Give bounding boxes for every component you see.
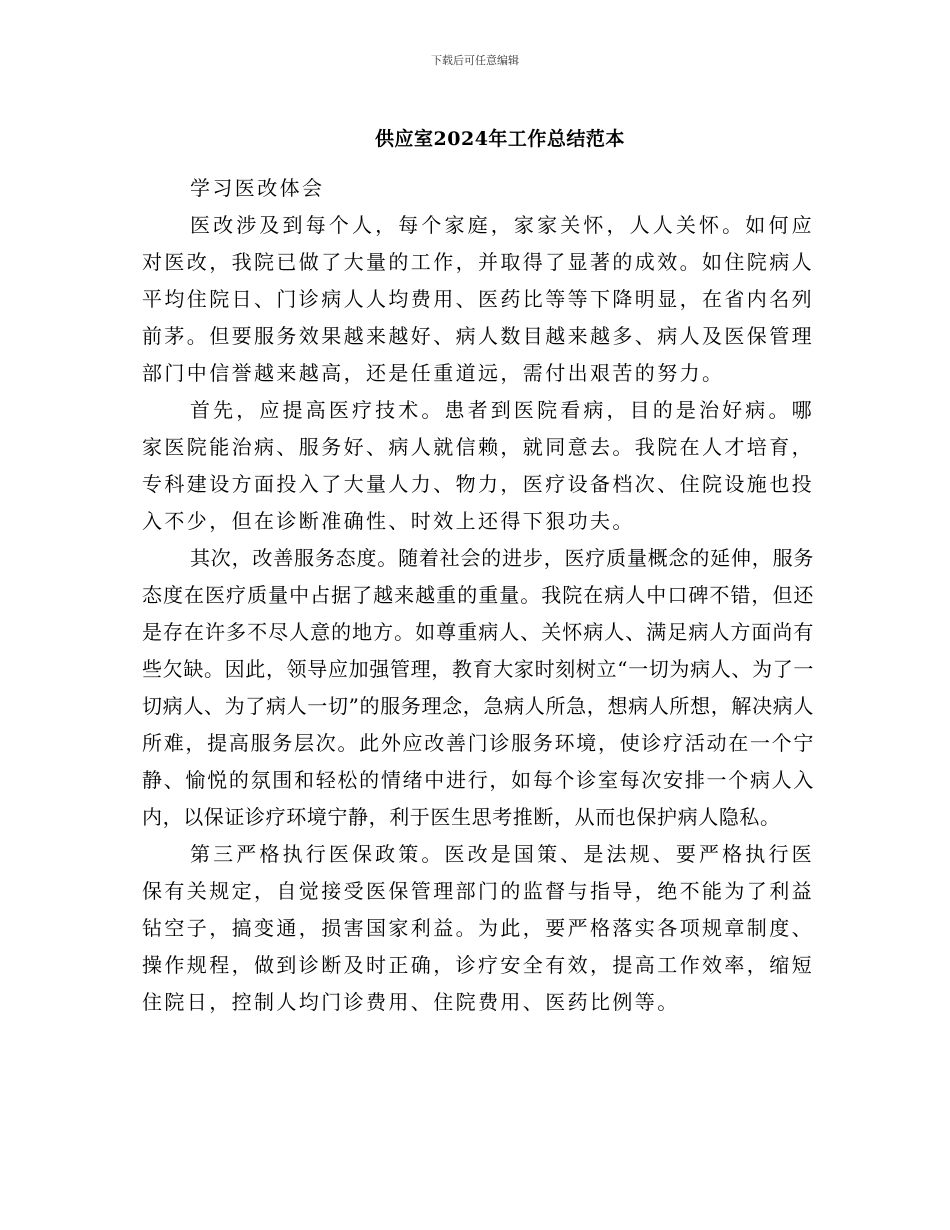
section-heading: 学习医改体会 <box>190 176 325 200</box>
paragraph-4: 第三严格执行医保政策。医改是国策、是法规、要严格执行医保有关规定，自觉接受医保管理部门的监督与指导，绝不能为了利益钻空子，搞变通，损害国家利益。为此，要严格落实各项规章制度、操作规程，做到诊断及时正确，诊疗安全有效，提高工作效率，缩短住院日，控制人均门诊费用、住院费用、医药比例等。 <box>142 842 814 1014</box>
paragraph-3: 其次，改善服务态度。随着社会的进步，医疗质量概念的延伸，服务态度在医疗质量中占据了越来越重的重量。我院在病人中口碑不错，但还是存在许多不尽人意的地方。如尊重病人、关怀病人、满足病人方面尚有些欠缺。因此，领导应加强管理，教育大家时刻树立“一切为病人、为了一切病人、为了病人一切”的服务理念，急病人所急，想病人所想，解决病人所难，提高服务层次。此外应改善门诊服务环境，使诊疗活动在一个宁静、愉悦的氛围和轻松的情绪中进行，如每个诊室每次安排一个病人入内，以保证诊疗环境宁静，利于医生思考推断，从而也保护病人隐私。 <box>142 546 814 829</box>
document-title: 供应室2024年工作总结范本 <box>375 128 625 150</box>
paragraph-2: 首先，应提高医疗技术。患者到医院看病，目的是治好病。哪家医院能治病、服务好、病人就信赖，就同意去。我院在人才培育，专科建设方面投入了大量人力、物力，医疗设备档次、住院设施也投入不少，但在诊断准确性、时效上还得下狠功夫。 <box>142 398 814 533</box>
paragraph-1: 医改涉及到每个人，每个家庭，家家关怀，人人关怀。如何应对医改，我院已做了大量的工作，并取得了显著的成效。如住院病人平均住院日、门诊病人人均费用、医药比等等下降明显，在省内名列前茅。但要服务效果越来越好、病人数目越来越多、病人及医保管理部门中信誉越来越高，还是任重道远，需付出艰苦的努力。 <box>142 213 814 385</box>
document-body <box>142 170 814 1021</box>
page-header: 下载后可任意编辑 <box>431 54 519 67</box>
